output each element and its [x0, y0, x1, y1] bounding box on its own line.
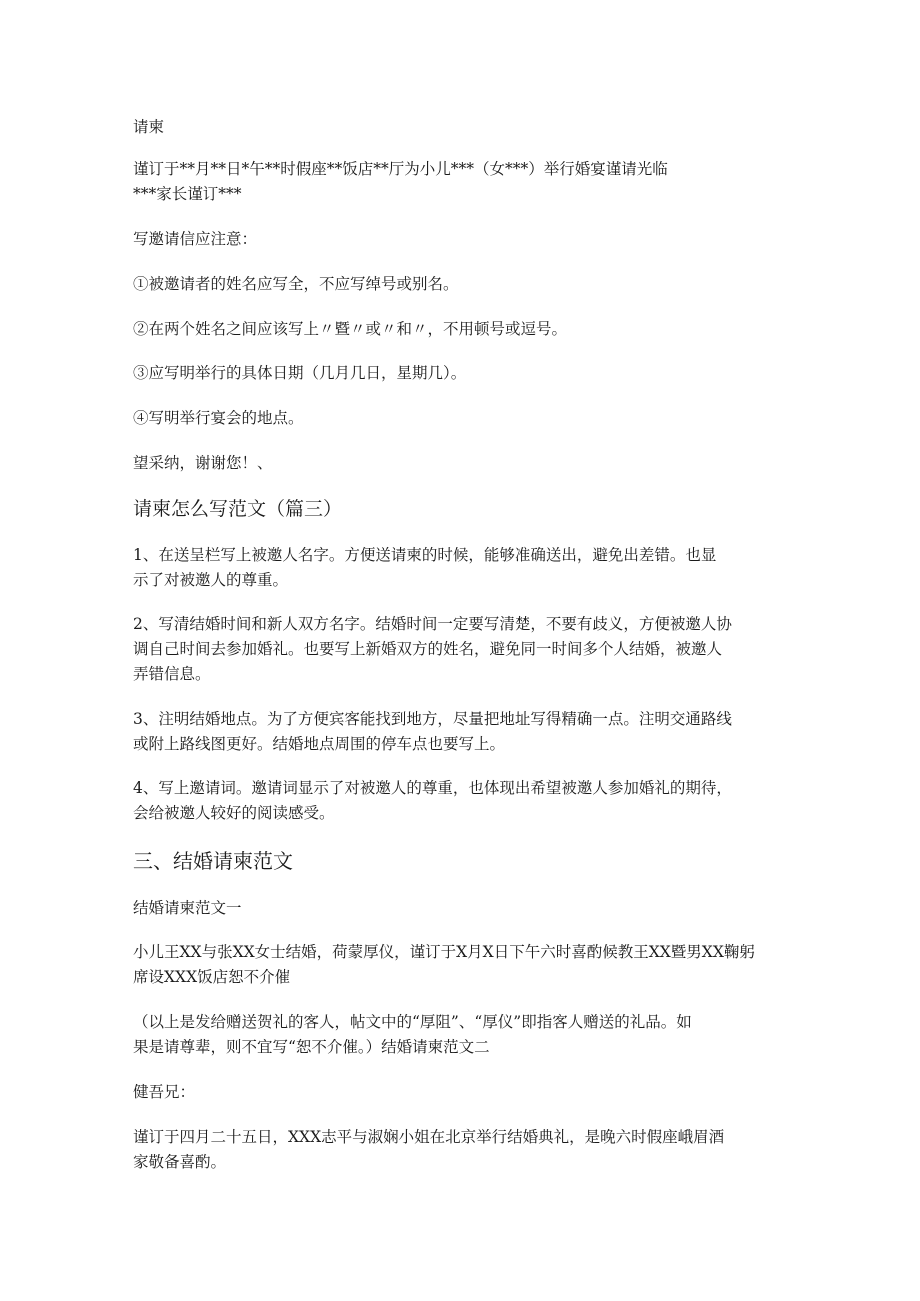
example-2-line2: 家敬备喜酌。: [133, 1153, 227, 1171]
example-2-salutation: 健吾兄：: [133, 1083, 196, 1101]
step-1-line1: 1、在送呈栏写上被邀人名字。方便送请柬的时候，能够准确送出，避免出差错。也显: [133, 546, 717, 564]
note-item-2: ②在两个姓名之间应该写上〃暨〃或〃和〃，不用顿号或逗号。: [133, 320, 568, 338]
note-item-4: ④写明举行宴会的地点。: [133, 409, 304, 427]
closing-line: 望采纳，谢谢您！、: [133, 454, 273, 472]
step-3-line1: 3、注明结婚地点。为了方便宾客能找到地方，尽量把地址写得精确一点。注明交通路线: [133, 710, 732, 728]
example-note-line1: （以上是发给赠送贺礼的客人，帖文中的“厚阻”、“厚仪”即指客人赠送的礼品。如: [133, 1013, 692, 1031]
note-item-3: ③应写明举行的具体日期（几月几日，星期几）。: [133, 364, 467, 382]
step-4-line1: 4、写上邀请词。邀请词显示了对被邀人的尊重，也体现出希望被邀人参加婚礼的期待，: [133, 779, 732, 797]
invitation-body-line1: 谨订于**月**日*午**时假座**饭店**厅为小儿***（女***）举行婚宴谨请光临: [133, 160, 668, 178]
step-3-line2: 或附上路线图更好。结婚地点周围的停车点也要写上。: [133, 735, 506, 753]
invitation-body-line2: ***家长谨订***: [133, 185, 242, 203]
notes-heading: 写邀请信应注意：: [133, 230, 258, 248]
invitation-title: 请柬: [133, 118, 165, 136]
step-4-line2: 会给被邀人较好的阅读感受。: [133, 804, 335, 822]
example-1-title: 结婚请柬范文一: [133, 899, 242, 917]
step-2-line1: 2、写清结婚时间和新人双方名字。结婚时间一定要写清楚，不要有歧义，方便被邀人协: [133, 615, 732, 633]
step-1-line2: 示了对被邀人的尊重。: [133, 571, 289, 589]
example-1-line2: 席设XXX饭店恕不介催: [133, 968, 291, 986]
step-2-line2: 调自己时间去参加婚礼。也要写上新婚双方的姓名，避免同一时间多个人结婚，被邀人: [133, 640, 723, 658]
note-item-1: ①被邀请者的姓名应写全，不应写绰号或别名。: [133, 275, 459, 293]
step-2-line3: 弄错信息。: [133, 665, 211, 683]
example-1-line1: 小儿王XX与张XX女士结婚，荷蒙厚仪，谨订于X月X日下午六时喜酌候教王XX暨男XX鞠躬: [133, 943, 755, 961]
section-heading-part3: 请柬怎么写范文（篇三）: [133, 498, 343, 520]
example-2-line1: 谨订于四月二十五日，XXX志平与淑娴小姐在北京举行结婚典礼，是晚六时假座峨眉酒: [133, 1128, 725, 1146]
section-heading-examples: 三、结婚请柬范文: [133, 849, 293, 873]
example-note-line2: 果是请尊辈，则不宜写“恕不介催。）结婚请柬范文二: [133, 1038, 490, 1056]
